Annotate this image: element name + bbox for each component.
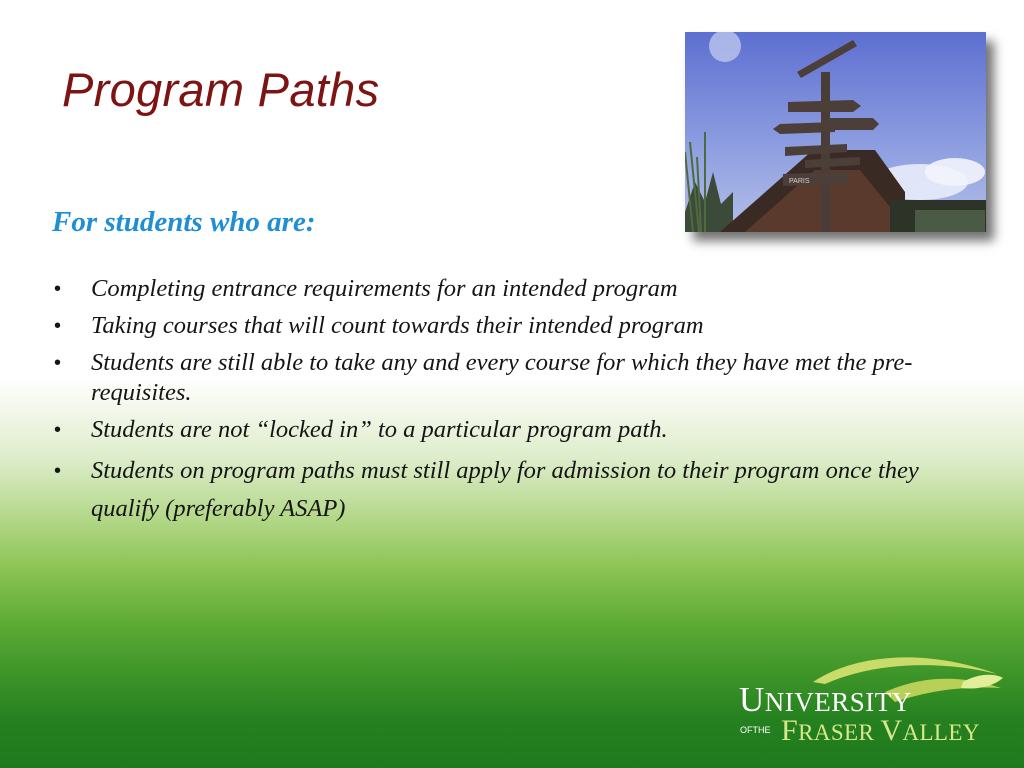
signpost-photo	[685, 32, 986, 232]
bullet-list	[48, 274, 928, 535]
list-item	[48, 274, 928, 304]
slide-subtitle: For students who are:	[52, 206, 316, 238]
slide-title: Program Paths	[62, 63, 380, 116]
list-item-text: Students on program paths must still apply for admission to their program once they qualify (preferably ASAP)	[91, 457, 919, 522]
logo-of-the-text: OFTHE	[740, 725, 771, 735]
list-item-text: Students are still able to take any and every course for which they have met the pre-requisites.	[91, 349, 913, 406]
photo-sign-text: PARIS	[789, 178, 810, 185]
list-item	[48, 348, 928, 408]
university-logo	[735, 652, 1005, 747]
bullet-icon: •	[54, 460, 62, 482]
list-item	[48, 311, 928, 341]
bullet-icon: •	[54, 315, 62, 337]
list-item	[48, 452, 928, 528]
list-item-text: Students are not “locked in” to a particular program path.	[91, 416, 668, 443]
signpost-photo-image	[685, 32, 986, 232]
bullet-icon: •	[54, 278, 62, 300]
logo-university-text: UNIVERSITY	[739, 680, 912, 719]
list-item-text: Completing entrance requirements for an intended program	[91, 275, 678, 302]
list-item-text: Taking courses that will count towards their intended program	[91, 312, 704, 339]
bullet-icon: •	[54, 419, 62, 441]
logo-fraser-valley-text: FRASER VALLEY	[781, 714, 980, 747]
list-item	[48, 415, 928, 445]
bullet-icon: •	[54, 352, 62, 374]
